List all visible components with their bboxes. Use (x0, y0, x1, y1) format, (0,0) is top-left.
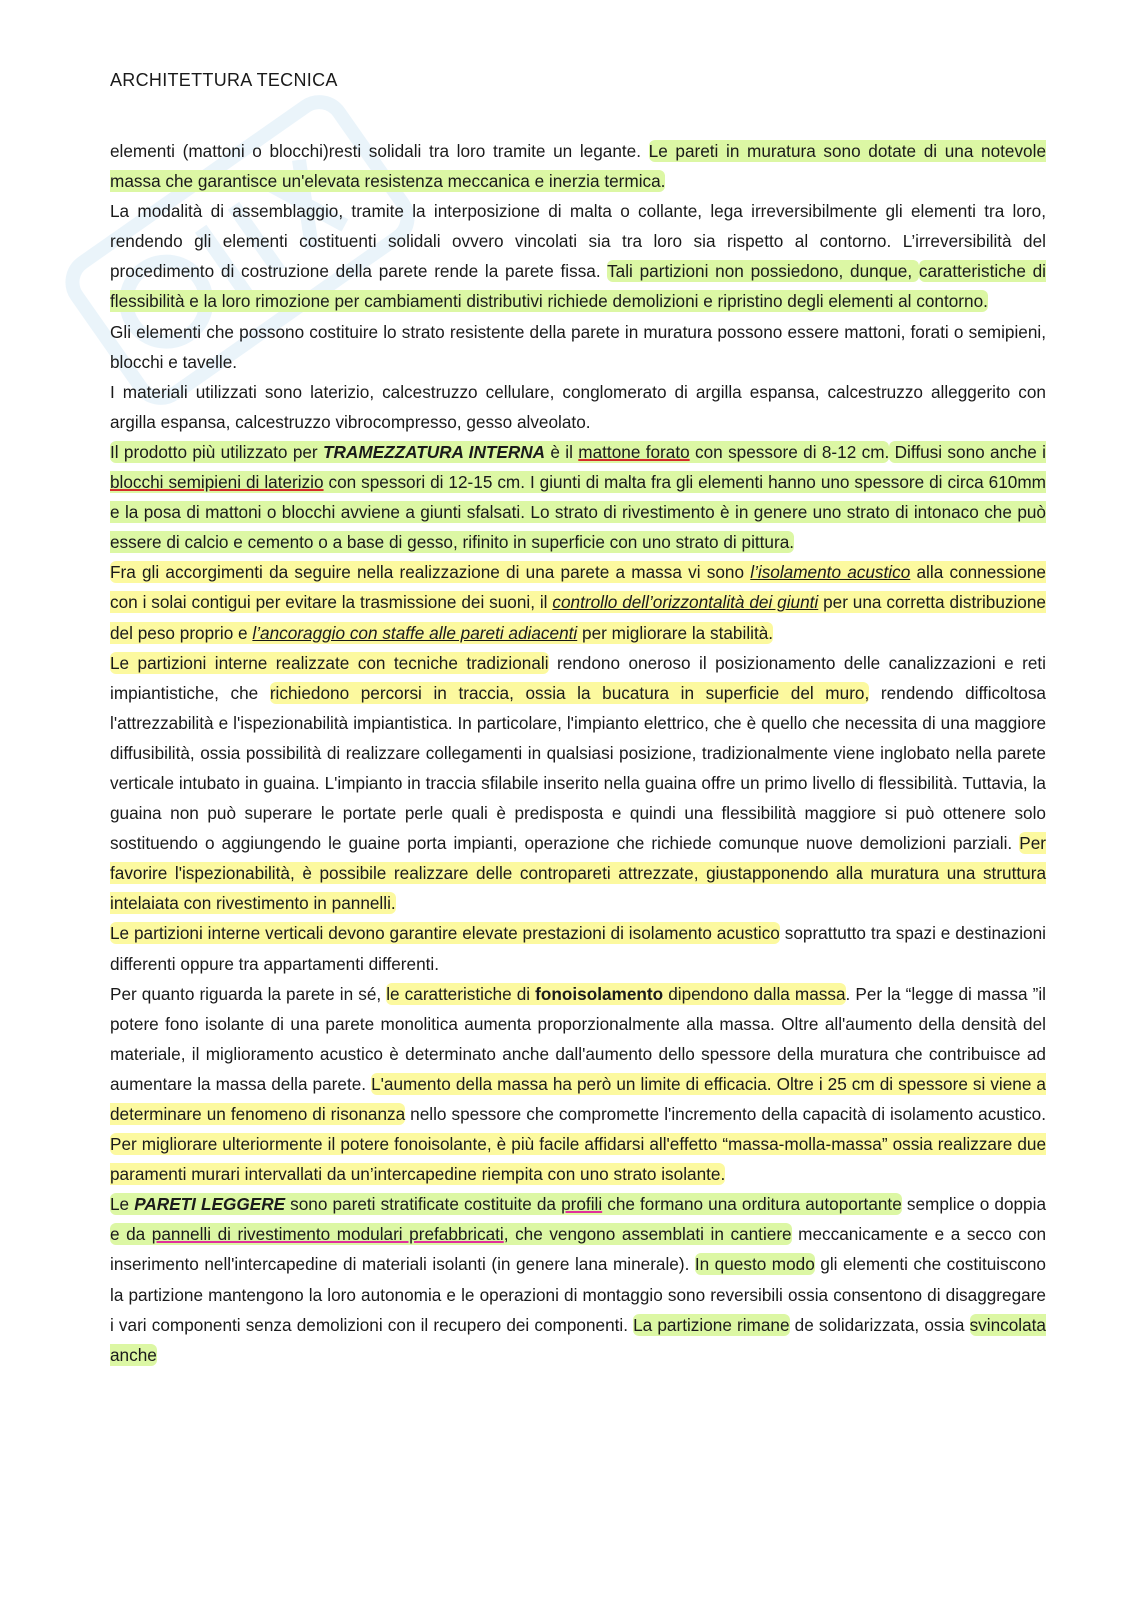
highlighted-text: caratteristiche di flessibilità e la loro rimozione per cambiamenti distributivi richiede demolizioni e ripristino degli elementi al contorno. (110, 261, 1047, 312)
bold-term: fonoisolamento (535, 983, 664, 1004)
underlined-term: profili (561, 1194, 603, 1215)
highlighted-text: Le partizioni interne realizzate con tecniche tradizionali (110, 652, 549, 673)
text-segment: Per quanto riguarda la parete in sé, (110, 983, 387, 1004)
text-segment: soprattutto tra spazi e destinazioni differenti oppure tra appartamenti differenti. (110, 923, 1046, 974)
highlighted-text (110, 1223, 792, 1245)
highlighted-text: Tali partizioni non possiedono, dunque, (607, 261, 919, 282)
highlighted-text: Le partizioni interne verticali devono garantire elevate prestazioni di isolamento acustico (110, 923, 780, 944)
text-segment: e da (110, 1224, 152, 1245)
text-segment: con spessori di 12-15 cm. I giunti di malta fra gli elementi hanno uno spessore di circa 610mm e la posa di mattoni o blocchi avviene a giunti sfalsati. Lo strato di rivestimento è in genere uno strato di intonaco che può essere di calcio e cemento o a base di gesso, rifinito in superficie con uno strato di pittura. (110, 472, 1046, 553)
text-segment: Il prodotto più utilizzato per (110, 441, 323, 462)
text-segment: sono pareti stratificate costituite da (285, 1194, 562, 1215)
underlined-term: pannelli di rivestimento modulari prefabbricati (151, 1224, 504, 1245)
text-segment: semplice o doppia (901, 1194, 1046, 1215)
document-body (110, 136, 1046, 1370)
text-segment: de solidarizzata, ossia (789, 1314, 970, 1335)
paragraph-1 (110, 136, 1046, 196)
text-segment: Fra gli accorgimenti da seguire nella realizzazione di una parete a massa vi sono (110, 562, 751, 583)
highlighted-text: La partizione rimane (633, 1314, 790, 1335)
text-segment: meccanicamente e a secco con inserimento nell'intercapedine di materiali isolanti (in genere lana minerale). (110, 1224, 1046, 1275)
text-segment: alla connessione con i solai contigui per evitare la trasmissione dei suoni, il (110, 562, 1046, 613)
underlined-term: l’ancoraggio con staffe alle pareti adiacenti (252, 622, 578, 643)
text-segment: rendono oneroso il posizionamento delle canalizzazioni e reti impiantistiche, che (110, 652, 1046, 703)
highlighted-text: L'aumento della massa ha però un limite di efficacia. Oltre i 25 cm di spessore si viene a determinare un fenomeno di risonanza (110, 1073, 1046, 1124)
paragraph-3: Gli elementi che possono costituire lo strato resistente della parete in muratura possono essere mattoni, forati o semipieni, blocchi e tavelle. (110, 321, 1046, 372)
text-segment: rendendo difficoltosa l'attrezzabilità e l'ispezionabilità impiantistica. In particolare, l'impianto elettrico, che è quello che necessita di una maggiore diffusibilità, ossia possibilità di realizzare collegamenti in qualsiasi posizione, tradizionalmente viene inglobato nella parete verticale intubato in guaina. L'impianto in traccia sfilabile inserito nella guaina offre un primo livello di flessibilità. Tuttavia, la guaina non può superare le portate perle quali è predisposta e quindi una flessibilità maggiore si può ottenere solo sostituendo o aggiungendo le guaine porta impianti, operazione che richiede comunque nuove demolizioni parziali. (110, 682, 1046, 854)
text-segment: con spessore di 8-12 cm. (689, 441, 890, 462)
text-segment: per migliorare la stabilità. (577, 622, 774, 643)
underlined-term: controllo dell’orizzontalità dei giunti (552, 592, 819, 613)
highlighted-text (110, 561, 1046, 643)
highlighted-text: Per migliorare ulteriormente il potere fonoisolante, è più facile affidarsi all'effetto “massa-molla-massa” ossia realizzare due paramenti murari intervallati da un’intercapedine riempita con uno strato isolante. (110, 1134, 1046, 1185)
paragraph-5 (110, 437, 1046, 557)
text-segment: le caratteristiche di (386, 983, 536, 1004)
text-segment: Le (110, 1194, 135, 1215)
paragraph-9 (110, 979, 1046, 1190)
paragraph-4: I materiali utilizzati sono laterizio, calcestruzzo cellulare, conglomerato di argilla espansa, calcestruzzo alleggerito con argilla espansa, calcestruzzo vibrocompresso, gesso alveolato. (110, 381, 1046, 432)
bold-term: PARETI LEGGERE (134, 1194, 286, 1215)
paragraph-6 (110, 557, 1046, 647)
underlined-term: blocchi semipieni di laterizio (110, 472, 324, 493)
highlighted-text: svincolata anche (110, 1314, 1046, 1365)
page-header: ARCHITETTURA TECNICA (110, 70, 338, 90)
text-segment: elementi (mattoni o blocchi)resti solidali tra loro tramite un legante. (110, 141, 649, 161)
highlighted-text: In questo modo (694, 1254, 815, 1275)
highlighted-text (110, 1193, 902, 1215)
paragraph-7 (110, 648, 1046, 919)
highlighted-text: Le pareti in muratura sono dotate di una notevole massa che garantisce un'elevata resistenza meccanica e inerzia termica. (110, 141, 1046, 192)
highlighted-text (110, 441, 889, 463)
text-segment: Diffusi sono anche i (889, 441, 1047, 462)
text-segment: nello spessore che compromette l'incremento della capacità di isolamento acustico. (405, 1104, 1046, 1124)
text-segment: La modalità di assemblaggio, tramite la interposizione di malta o collante, lega irreversibilmente gli elementi tra loro, rendendo gli elementi costituenti solidali ovvero vincolati sia tra loro sia rispetto al contorno. L’irreversibilità del procedimento di costruzione della parete rende la parete fissa. (110, 201, 1046, 282)
text-segment: è il (545, 441, 579, 462)
text-segment: per una corretta distribuzione del peso proprio e (110, 592, 1046, 643)
text-segment: . Per la “legge di massa ”il potere fono isolante di una parete monolitica aumenta proporzionalmente alla massa. Oltre all'aumento della densità del materiale, il miglioramento acustico è determinato anche dall'aumento dello spessore della muratura che contribuisce ad aumentare la massa della parete. (110, 983, 1046, 1094)
underlined-term: mattone forato (578, 441, 690, 462)
paragraph-8 (110, 918, 1046, 978)
text-segment: gli elementi che costituiscono la partizione mantengono la loro autonomia e le operazioni di montaggio sono reversibili ossia consentono di disaggregare i vari componenti senza demolizioni con il recupero dei componenti. (110, 1254, 1046, 1335)
bold-term: TRAMEZZATURA INTERNA (323, 441, 546, 462)
paragraph-2 (110, 196, 1046, 316)
text-segment: che formano una orditura autoportante (602, 1194, 902, 1215)
highlighted-text: Per favorire l'ispezionabilità, è possibile realizzare delle contropareti attrezzate, giustapponendo alla muratura una struttura intelaiata con rivestimento in pannelli. (110, 833, 1046, 914)
highlighted-text: richiedono percorsi in traccia, ossia la bucatura in superficie del muro, (269, 682, 870, 703)
text-segment: dipendono dalla massa (663, 983, 846, 1004)
underlined-term: l’isolamento acustico (750, 562, 911, 583)
paragraph-10 (110, 1189, 1046, 1370)
highlighted-text (386, 983, 845, 1005)
text-segment: , che vengono assemblati in cantiere (503, 1224, 792, 1245)
